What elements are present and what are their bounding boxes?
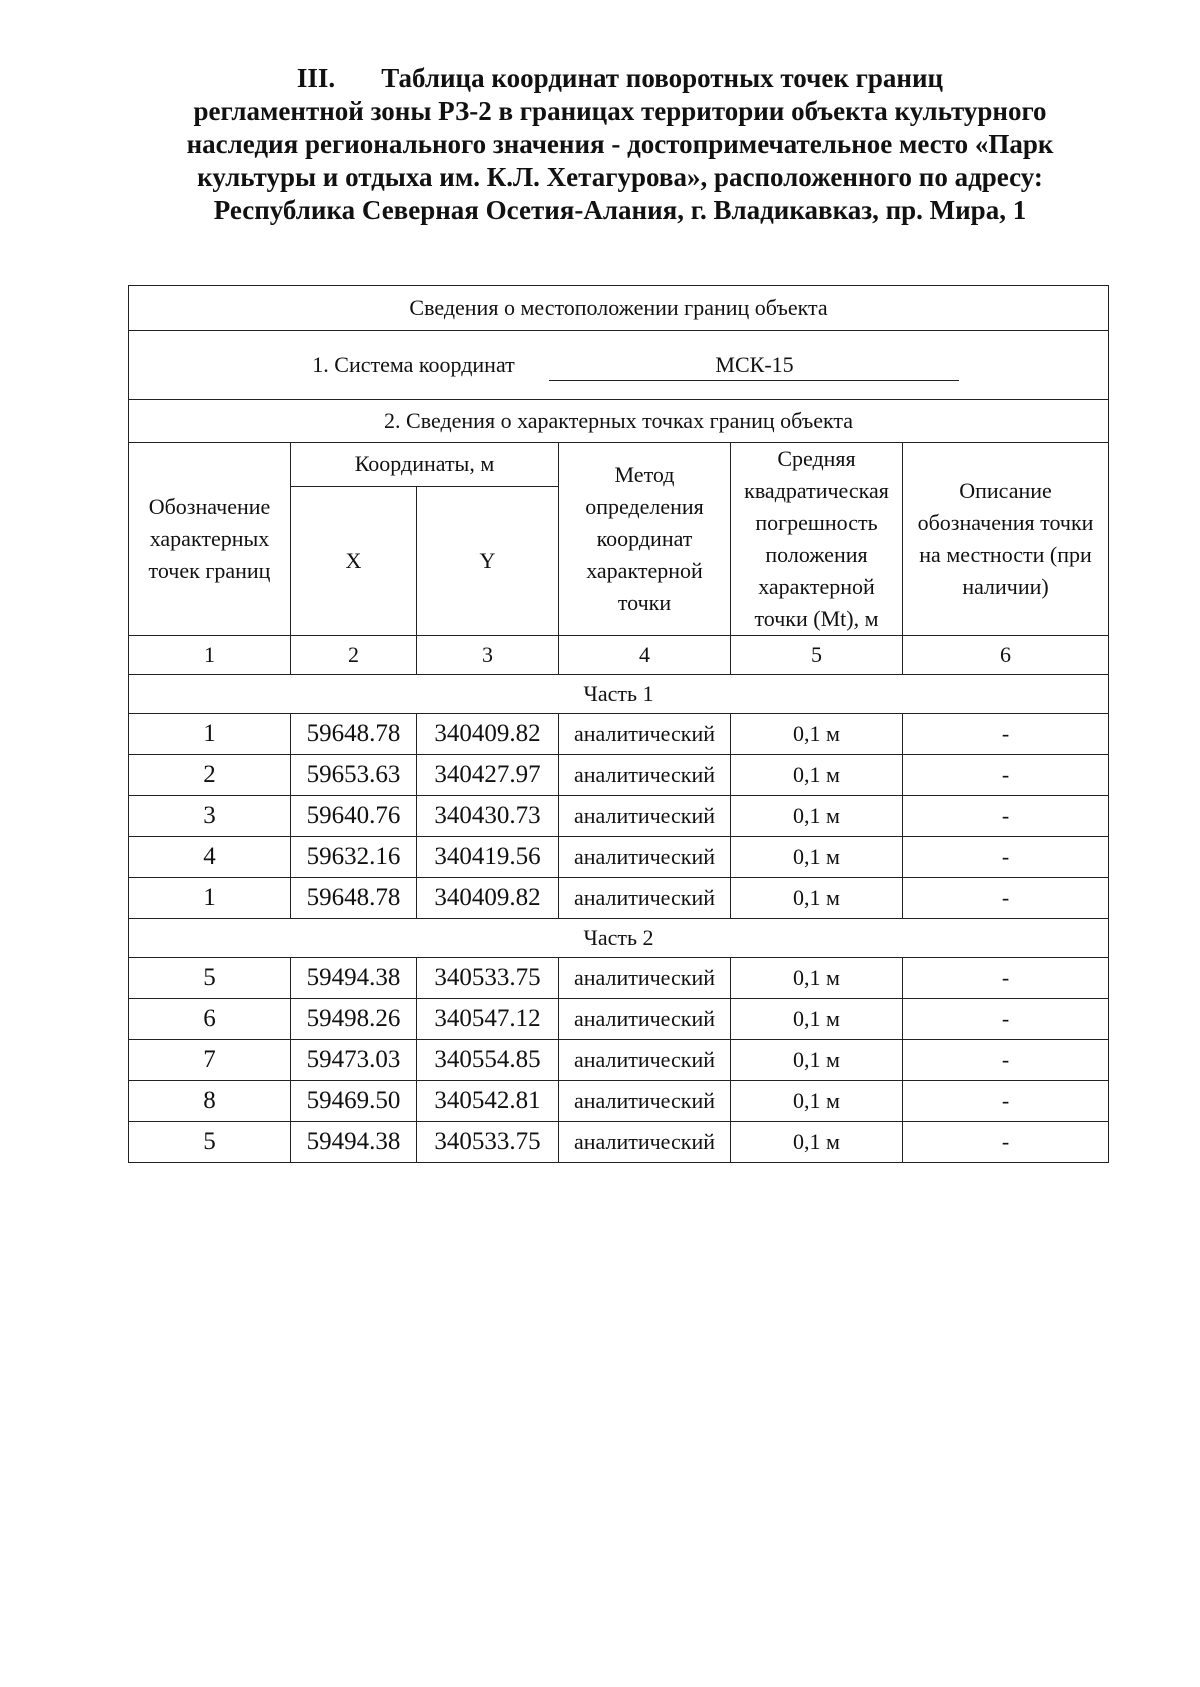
error-cell: 0,1 м <box>731 755 903 796</box>
section-header: Сведения о местоположении границ объекта <box>129 286 1109 331</box>
method-cell: аналитический <box>559 714 731 755</box>
error-cell: 0,1 м <box>731 999 903 1040</box>
point-cell: 8 <box>129 1081 291 1122</box>
y-coordinate-cell: 340430.73 <box>417 796 559 837</box>
description-cell: - <box>903 837 1109 878</box>
col-header-error: Средняя квадратическая погрешность положения характерной точки (Mt), м <box>731 443 903 636</box>
table-row <box>129 796 1109 837</box>
description-cell: - <box>903 714 1109 755</box>
table-row <box>129 714 1109 755</box>
error-cell: 0,1 м <box>731 837 903 878</box>
method-cell: аналитический <box>559 958 731 999</box>
method-cell: аналитический <box>559 999 731 1040</box>
method-cell: аналитический <box>559 755 731 796</box>
method-cell: аналитический <box>559 1122 731 1163</box>
error-cell: 0,1 м <box>731 714 903 755</box>
description-cell: - <box>903 958 1109 999</box>
column-number-row <box>129 636 1109 675</box>
coord-system-value: МСК-15 <box>549 350 959 381</box>
part-label: Часть 1 <box>129 675 1109 714</box>
page-title <box>140 62 1100 227</box>
col-number: 1 <box>129 636 291 675</box>
point-cell: 3 <box>129 796 291 837</box>
description-cell: - <box>903 1081 1109 1122</box>
coord-system-cell <box>129 331 1109 400</box>
description-cell: - <box>903 1122 1109 1163</box>
method-cell: аналитический <box>559 878 731 919</box>
title-line-2: регламентной зоны РЗ-2 в границах территории объекта культурного <box>193 96 1047 126</box>
x-coordinate-cell: 59494.38 <box>291 958 417 999</box>
description-cell: - <box>903 999 1109 1040</box>
y-coordinate-cell: 340427.97 <box>417 755 559 796</box>
description-cell: - <box>903 796 1109 837</box>
point-cell: 6 <box>129 999 291 1040</box>
x-coordinate-cell: 59473.03 <box>291 1040 417 1081</box>
point-cell: 2 <box>129 755 291 796</box>
coord-system-label: 1. Система координат <box>312 352 515 377</box>
x-coordinate-cell: 59653.63 <box>291 755 417 796</box>
y-coordinate-cell: 340547.12 <box>417 999 559 1040</box>
col-header-description: Описание обозначения точки на местности (при наличии) <box>903 443 1109 636</box>
table-row <box>129 958 1109 999</box>
title-line-1: III. Таблица координат поворотных точек границ <box>296 63 944 93</box>
title-line-3: наследия регионального значения - достопримечательное место «Парк <box>186 129 1054 159</box>
point-cell: 1 <box>129 714 291 755</box>
col-number: 6 <box>903 636 1109 675</box>
point-cell: 1 <box>129 878 291 919</box>
part-row <box>129 675 1109 714</box>
part-label: Часть 2 <box>129 919 1109 958</box>
description-cell: - <box>903 755 1109 796</box>
title-number: III. <box>296 63 336 93</box>
table-row <box>129 837 1109 878</box>
col-number: 5 <box>731 636 903 675</box>
col-number: 3 <box>417 636 559 675</box>
part-row <box>129 919 1109 958</box>
x-coordinate-cell: 59640.76 <box>291 796 417 837</box>
y-coordinate-cell: 340409.82 <box>417 878 559 919</box>
title-line-4: культуры и отдыха им. К.Л. Хетагурова», расположенного по адресу: <box>197 162 1043 192</box>
x-coordinate-cell: 59469.50 <box>291 1081 417 1122</box>
col-header-x: X <box>291 486 417 635</box>
coordinates-table <box>128 285 1109 1163</box>
col-header-designation: Обозначение характерных точек границ <box>129 443 291 636</box>
x-coordinate-cell: 59498.26 <box>291 999 417 1040</box>
method-cell: аналитический <box>559 1081 731 1122</box>
coord-system-row <box>129 331 1109 400</box>
table-row <box>129 1040 1109 1081</box>
point-cell: 5 <box>129 1122 291 1163</box>
point-cell: 5 <box>129 958 291 999</box>
table-row <box>129 1122 1109 1163</box>
error-cell: 0,1 м <box>731 796 903 837</box>
table-row <box>129 999 1109 1040</box>
points-header-row <box>129 400 1109 443</box>
x-coordinate-cell: 59648.78 <box>291 878 417 919</box>
method-cell: аналитический <box>559 1040 731 1081</box>
y-coordinate-cell: 340419.56 <box>417 837 559 878</box>
y-coordinate-cell: 340554.85 <box>417 1040 559 1081</box>
error-cell: 0,1 м <box>731 878 903 919</box>
table-row <box>129 878 1109 919</box>
points-header: 2. Сведения о характерных точках границ объекта <box>129 400 1109 443</box>
error-cell: 0,1 м <box>731 958 903 999</box>
y-coordinate-cell: 340533.75 <box>417 1122 559 1163</box>
col-number: 2 <box>291 636 417 675</box>
y-coordinate-cell: 340542.81 <box>417 1081 559 1122</box>
table-row <box>129 1081 1109 1122</box>
method-cell: аналитический <box>559 837 731 878</box>
col-number: 4 <box>559 636 731 675</box>
x-coordinate-cell: 59632.16 <box>291 837 417 878</box>
error-cell: 0,1 м <box>731 1122 903 1163</box>
error-cell: 0,1 м <box>731 1040 903 1081</box>
section-header-row <box>129 286 1109 331</box>
y-coordinate-cell: 340533.75 <box>417 958 559 999</box>
col-header-coords: Координаты, м <box>291 443 559 487</box>
x-coordinate-cell: 59494.38 <box>291 1122 417 1163</box>
column-header-row <box>129 443 1109 487</box>
col-header-method: Метод определения координат характерной точки <box>559 443 731 636</box>
description-cell: - <box>903 878 1109 919</box>
y-coordinate-cell: 340409.82 <box>417 714 559 755</box>
error-cell: 0,1 м <box>731 1081 903 1122</box>
method-cell: аналитический <box>559 796 731 837</box>
title-line-5: Республика Северная Осетия-Алания, г. Владикавказ, пр. Мира, 1 <box>213 195 1027 225</box>
point-cell: 4 <box>129 837 291 878</box>
table-row <box>129 755 1109 796</box>
description-cell: - <box>903 1040 1109 1081</box>
x-coordinate-cell: 59648.78 <box>291 714 417 755</box>
point-cell: 7 <box>129 1040 291 1081</box>
col-header-y: Y <box>417 486 559 635</box>
